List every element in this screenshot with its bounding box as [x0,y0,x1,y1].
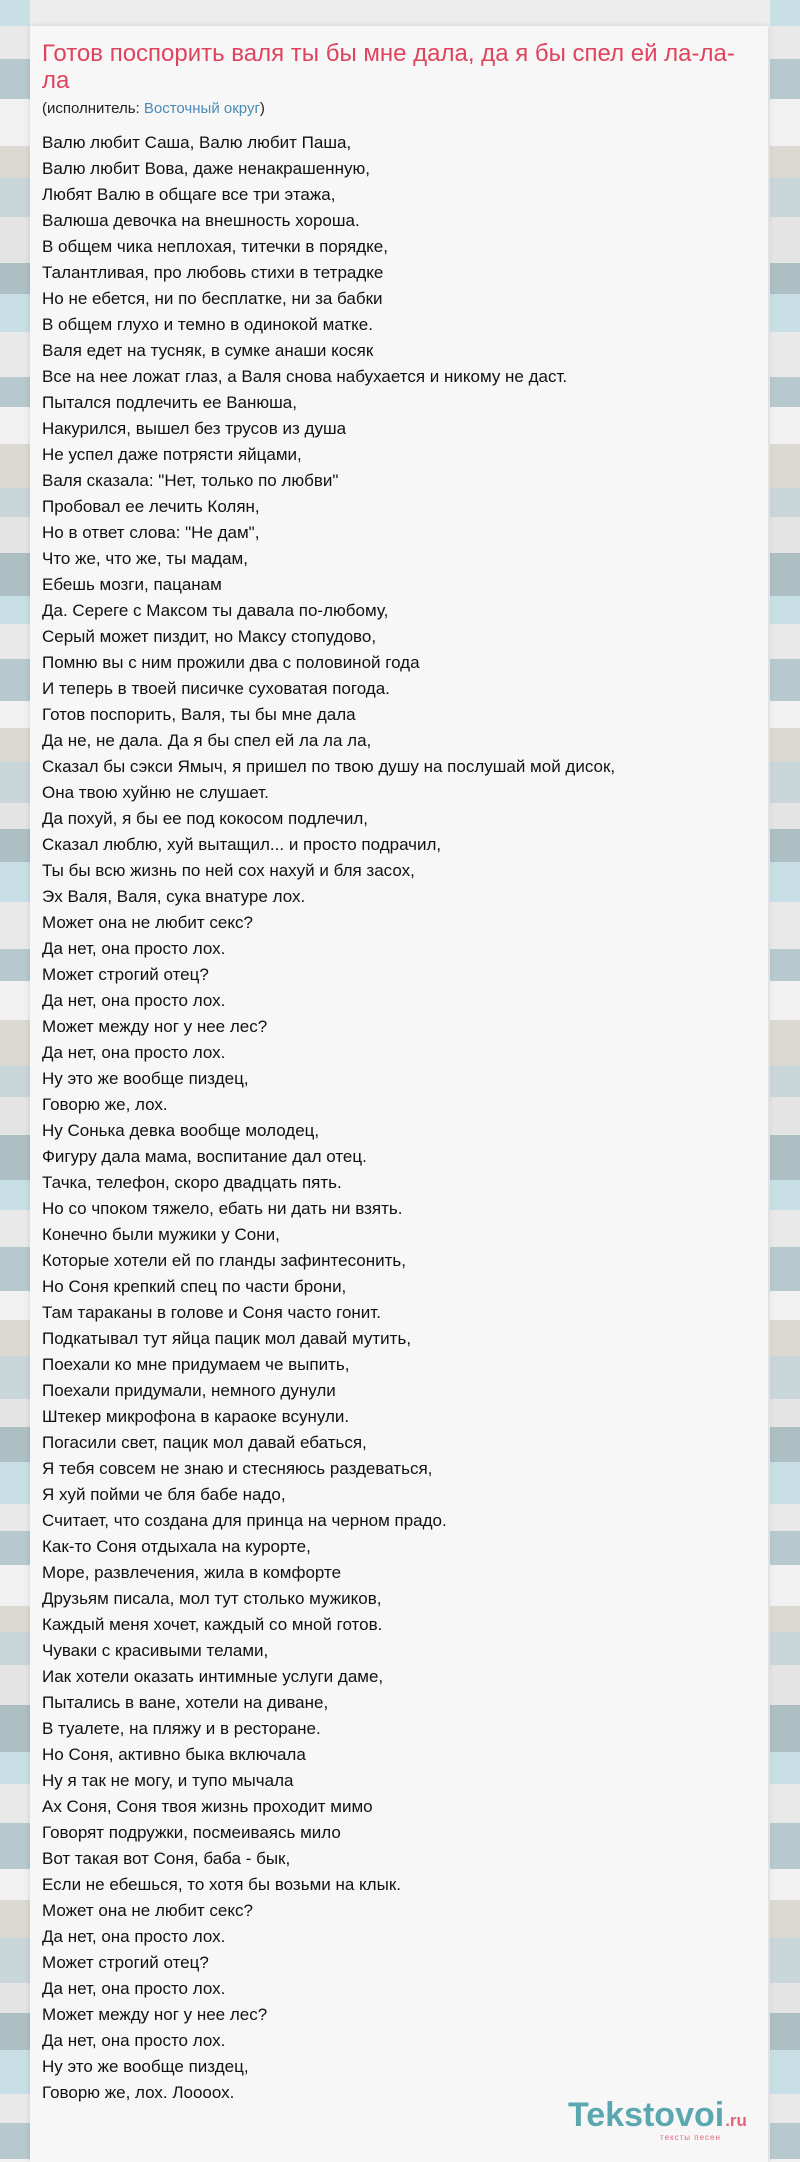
right-stripe [770,762,800,803]
right-stripe [770,1565,800,1606]
lyric-line: Но Соня, активно быка включала [42,1745,306,1764]
left-stripe [0,1752,30,1784]
right-stripe [770,1180,800,1210]
right-stripe [770,1247,800,1291]
left-stripe [0,2013,30,2050]
left-stripe [0,1399,30,1427]
right-stripe [770,1356,800,1399]
left-stripe [0,1823,30,1869]
right-stripe [770,2013,800,2050]
left-stripe [0,1983,30,2013]
left-stripe [0,444,30,488]
lyric-line: Может между ног у нее лес? [42,2005,268,2024]
lyric-line: Может строгий отец? [42,1953,209,1972]
lyric-line: Ах Соня, Соня твоя жизнь проходит мимо [42,1797,373,1816]
left-stripe [0,2094,30,2123]
left-stripe [0,762,30,803]
lyric-line: Валю любит Вова, даже ненакрашенную, [42,159,370,178]
left-stripe [0,1900,30,1938]
lyric-line: Фигуру дала мама, воспитание дал отец. [42,1147,367,1166]
logo-name: Tekstovoi [568,2096,725,2134]
left-stripe [0,178,30,217]
lyric-line: Она твою хуйню не слушает. [42,783,269,802]
left-stripe [0,1180,30,1210]
right-stripe [770,1784,800,1823]
left-stripe [0,981,30,1020]
right-stripe [770,26,800,59]
lyric-line: Не успел даже потрясти яйцами, [42,445,302,464]
lyric-line: Чуваки с красивыми телами, [42,1641,269,1660]
lyric-line: Иак хотели оказать интимные услуги даме, [42,1667,384,1686]
lyric-line: Я тебя совсем не знаю и стесняюсь раздеваться, [42,1459,433,1478]
left-stripe [0,1427,30,1462]
lyric-line: Я хуй пойми че бля бабе надо, [42,1485,286,1504]
lyric-line: Ты бы всю жизнь по ней сох нахуй и бля засох, [42,861,415,880]
lyric-line: Каждый меня хочет, каждый со мной готов. [42,1615,383,1634]
lyric-line: Штекер микрофона в караоке всунули. [42,1407,350,1426]
right-stripe [770,1632,800,1665]
left-stripe [0,1320,30,1356]
lyric-line: Ну это же вообще пиздец, [42,1069,249,1088]
lyric-line: Пытались в ване, хотели на диване, [42,1693,329,1712]
right-stripe [770,2123,800,2159]
right-stripe [770,553,800,596]
lyrics-text [42,130,742,2106]
right-stripe [770,949,800,981]
left-stripe [0,553,30,596]
left-stripe [0,728,30,762]
lyric-line: Да не, не дала. Да я бы спел ей ла ла ла, [42,731,372,750]
lyric-line: В общем глухо и темно в одинокой матке. [42,315,373,334]
lyric-line: Сказал бы сэкси Ямыч, я пришел по твою душу на послушай мой дисок, [42,757,616,776]
left-stripe [0,1135,30,1180]
right-stripe [770,59,800,99]
right-stripe [770,1462,800,1504]
right-stripe [770,728,800,762]
lyric-line: Может она не любит секс? [42,913,253,932]
right-stripe [770,263,800,294]
lyric-line: Да похуй, я бы ее под кокосом подлечил, [42,809,369,828]
right-stripe [770,2094,800,2123]
left-stripe [0,377,30,407]
left-stripe [0,624,30,659]
lyric-line: Любят Валю в общаге все три этажа, [42,185,336,204]
left-stripe [0,1665,30,1705]
right-stripe [770,701,800,728]
lyric-line: Накурился, вышел без трусов из душа [42,419,347,438]
right-stripe [770,2050,800,2094]
right-stripe [770,1399,800,1427]
artist-line [42,100,742,118]
left-stripe [0,902,30,949]
left-stripe [0,217,30,263]
right-stripe [770,1210,800,1247]
lyric-line: Валя сказала: "Нет, только по любви" [42,471,339,490]
right-stripe [770,803,800,829]
site-logo[interactable] [568,2096,773,2146]
right-stripe [770,1066,800,1097]
lyric-line: Что же, что же, ты мадам, [42,549,248,568]
lyric-line: Эх Валя, Валя, сука внатуре лох. [42,887,306,906]
lyric-line: Друзьям писала, мол тут столько мужиков, [42,1589,382,1608]
lyric-line: Может строгий отец? [42,965,209,984]
lyric-line: Может между ног у нее лес? [42,1017,268,1036]
right-stripe [770,1665,800,1705]
lyric-line: Конечно были мужики у Сони, [42,1225,280,1244]
lyric-line: Пытался подлечить ее Ванюша, [42,393,297,412]
song-content [42,40,742,2106]
left-stripe [0,1606,30,1632]
logo-tagline: тексты песен [660,2133,721,2142]
lyric-line: Ну это же вообще пиздец, [42,2057,249,2076]
left-stripe [0,1504,30,1531]
left-stripe [0,332,30,377]
artist-suffix: ) [259,100,265,117]
lyric-line: Да нет, она просто лох. [42,2031,226,2050]
lyric-line: Говорят подружки, посмеиваясь мило [42,1823,341,1842]
right-stripe [770,332,800,377]
lyric-line: Тачка, телефон, скоро двадцать пять. [42,1173,342,1192]
right-stripe [770,902,800,949]
right-stripe [770,1097,800,1135]
lyric-line: Все на нее ложат глаз, а Валя снова набухается и никому не даст. [42,367,568,386]
right-stripe [770,1752,800,1784]
lyric-line: Да нет, она просто лох. [42,1927,226,1946]
left-stripe [0,1066,30,1097]
left-stripe [0,862,30,902]
left-stripe [0,407,30,444]
lyric-line: Говорю же, лох. Лоооох. [42,2083,235,2102]
lyric-line: Вот такая вот Соня, баба - бык, [42,1849,291,1868]
right-stripe [770,99,800,146]
lyric-line: Поехали ко мне придумаем че выпить, [42,1355,350,1374]
right-stripe [770,0,800,26]
left-stripe [0,1531,30,1565]
left-stripe [0,488,30,517]
lyric-line: Сказал люблю, хуй вытащил... и просто подрачил, [42,835,442,854]
left-stripe [0,803,30,829]
left-stripe [0,1247,30,1291]
right-stripe [770,1823,800,1869]
left-stripe [0,596,30,624]
right-stripe [770,596,800,624]
left-stripe [0,829,30,862]
lyric-line: Считает, что создана для принца на черном прадо. [42,1511,447,1530]
left-stripe [0,1020,30,1066]
lyric-line: Ну Сонька девка вообще молодец, [42,1121,320,1140]
artist-prefix: (исполнитель: [42,100,144,117]
left-stripe [0,146,30,178]
right-stripe [770,862,800,902]
left-stripe [0,517,30,553]
lyric-line: Море, развлечения, жила в комфорте [42,1563,342,1582]
right-stripe [770,377,800,407]
left-stripe [0,949,30,981]
lyric-line: Ну я так не могу, и тупо мычала [42,1771,294,1790]
artist-link[interactable]: Восточный округ [143,100,260,117]
left-stripe [0,1632,30,1665]
lyric-line: Валя едет на тусняк, в сумке анаши косяк [42,341,374,360]
right-stripe [770,1900,800,1938]
lyric-line: Талантливая, про любовь стихи в тетрадке [42,263,384,282]
lyric-line: В туалете, на пляжу и в ресторане. [42,1719,321,1738]
left-stripe [0,701,30,728]
lyric-line: Но в ответ слова: "Не дам", [42,523,260,542]
lyric-line: Поехали придумали, немного дунули [42,1381,336,1400]
lyric-line: Валюша девочка на внешность хороша. [42,211,360,230]
right-stripe [770,444,800,488]
lyric-line: Но со чпоком тяжело, ебать ни дать ни взять. [42,1199,403,1218]
left-stripe [0,1938,30,1983]
left-stripe [0,1869,30,1900]
lyric-line: Валю любит Саша, Валю любит Паша, [42,133,352,152]
left-stripe [0,659,30,701]
lyric-line: Но не ебется, ни по бесплатке, ни за бабки [42,289,383,308]
song-title: Готов поспорить валя ты бы мне дала, да я бы спел ей ла-ла-ла [42,40,735,94]
left-stripe [0,0,30,26]
left-stripe [0,263,30,294]
lyric-line: Помню вы с ним прожили два с половиной года [42,653,420,672]
right-stripe [770,1291,800,1320]
left-stripe [0,2050,30,2094]
left-stripe [0,1565,30,1606]
logo-tld: .ru [725,2111,747,2130]
right-stripe [770,1504,800,1531]
left-stripe [0,59,30,99]
lyric-line: Да нет, она просто лох. [42,991,226,1010]
right-stripe [770,1606,800,1632]
lyric-line: И теперь в твоей писичке суховатая погода. [42,679,390,698]
lyric-line: Говорю же, лох. [42,1095,168,1114]
lyric-line: Да нет, она просто лох. [42,1043,226,1062]
lyric-line: Ебешь мозги, пацанам [42,575,222,594]
left-stripe [0,1291,30,1320]
right-stripe [770,178,800,217]
right-stripe [770,1983,800,2013]
right-stripe [770,981,800,1020]
lyric-line: Готов поспорить, Валя, ты бы мне дала [42,705,356,724]
left-stripe [0,1784,30,1823]
left-stripe [0,1705,30,1752]
right-stripe [770,829,800,862]
left-stripe [0,1462,30,1504]
left-stripe [0,2123,30,2159]
right-stripe [770,407,800,444]
left-stripe [0,1356,30,1399]
lyric-line: Да. Сереге с Максом ты давала по-любому, [42,601,389,620]
lyric-line: В общем чика неплохая, титечки в порядке, [42,237,388,256]
lyric-line: Как-то Соня отдыхала на курорте, [42,1537,311,1556]
left-stripe [0,1097,30,1135]
lyric-line: Может она не любит секс? [42,1901,253,1920]
right-stripe [770,488,800,517]
left-stripe [0,294,30,332]
right-stripe [770,1020,800,1066]
lyric-line: Погасили свет, пацик мол давай ебаться, [42,1433,367,1452]
right-stripe [770,1705,800,1752]
left-stripe [0,99,30,146]
right-stripe [770,1531,800,1565]
lyric-line: Да нет, она просто лох. [42,1979,226,1998]
lyric-line: Там тараканы в голове и Соня часто гонит. [42,1303,381,1322]
right-stripe [770,517,800,553]
right-stripe [770,659,800,701]
right-stripe [770,294,800,332]
left-stripe [0,1210,30,1247]
right-stripe [770,217,800,263]
lyric-line: Если не ебешься, то хотя бы возьми на клык. [42,1875,401,1894]
lyric-line: Которые хотели ей по гланды зафинтесонить, [42,1251,406,1270]
left-stripe [0,26,30,59]
right-stripe [770,1135,800,1180]
right-stripe [770,1938,800,1983]
right-stripe [770,1869,800,1900]
lyric-line: Серый может пиздит, но Максу стопудово, [42,627,377,646]
right-stripe [770,146,800,178]
right-stripe [770,1320,800,1356]
right-stripe [770,1427,800,1462]
lyric-line: Да нет, она просто лох. [42,939,226,958]
lyric-line: Подкатывал тут яйца пацик мол давай мутить, [42,1329,412,1348]
right-stripe [770,624,800,659]
lyric-line: Но Соня крепкий спец по части брони, [42,1277,347,1296]
lyric-line: Пробовал ее лечить Колян, [42,497,260,516]
